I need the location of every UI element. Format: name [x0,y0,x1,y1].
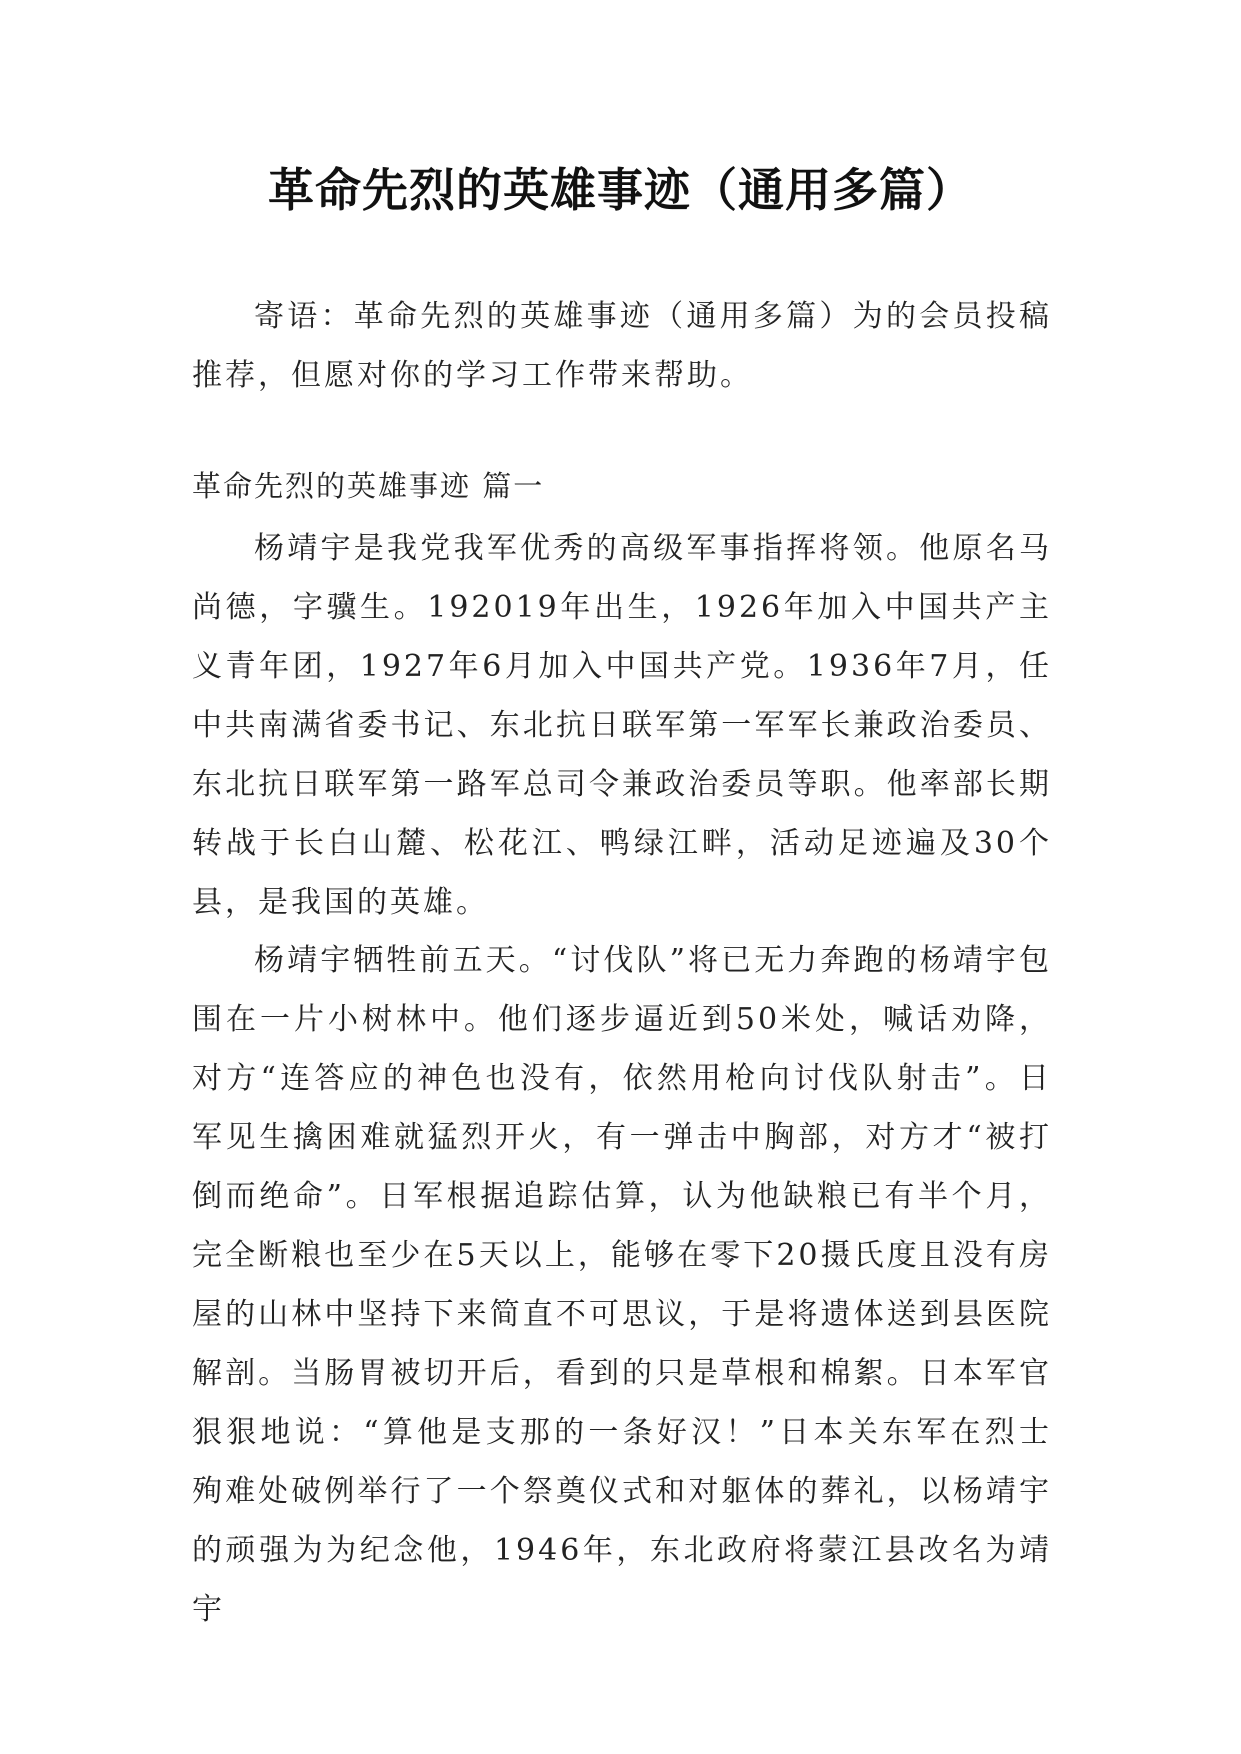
body-paragraph: 杨靖宇是我党我军优秀的高级军事指挥将领。他原名马尚德，字骥生。192019年出生，1926年加入中国共产主义青年团，1927年6月加入中国共产党。1936年7月，任中共南满省委书记、东北抗日联军第一军军长兼政治委员、东北抗日联军第一路军总司令兼政治委员等职。他率部长期转战于长白山麓、松花江、鸭绿江畔，活动足迹遍及30个县，是我国的英雄。 [192,531,1052,920]
body-paragraph: 杨靖宇牺牲前五天。“讨伐队”将已无力奔跑的杨靖宇包围在一片小树林中。他们逐步逼近到50米处，喊话劝降，对方“连答应的神色也没有，依然用枪向讨伐队射击”。日军见生擒困难就猛烈开火，有一弹击中胸部，对方才“被打倒而绝命”。日军根据追踪估算，认为他缺粮已有半个月，完全断粮也至少在5天以上，能够在零下20摄氏度且没有房屋的山林中坚持下来简直不可思议，于是将遗体送到县医院解剖。当肠胃被切开后，看到的只是草根和棉絮。日本军官狠狠地说：“算他是支那的一条好汉！”日本关东军在烈士殉难处破例举行了一个祭奠仪式和对躯体的葬礼，以杨靖宇的顽强为为纪念他，1946年，东北政府将蒙江县改名为靖宇 [192,943,1052,1627]
intro-paragraph: 寄语：革命先烈的英雄事迹（通用多篇）为的会员投稿推荐，但愿对你的学习工作带来帮助。 [192,299,1052,393]
document-title: 革命先烈的英雄事迹（通用多篇） [268,163,973,217]
section-heading: 革命先烈的英雄事迹 篇一 [192,469,545,503]
